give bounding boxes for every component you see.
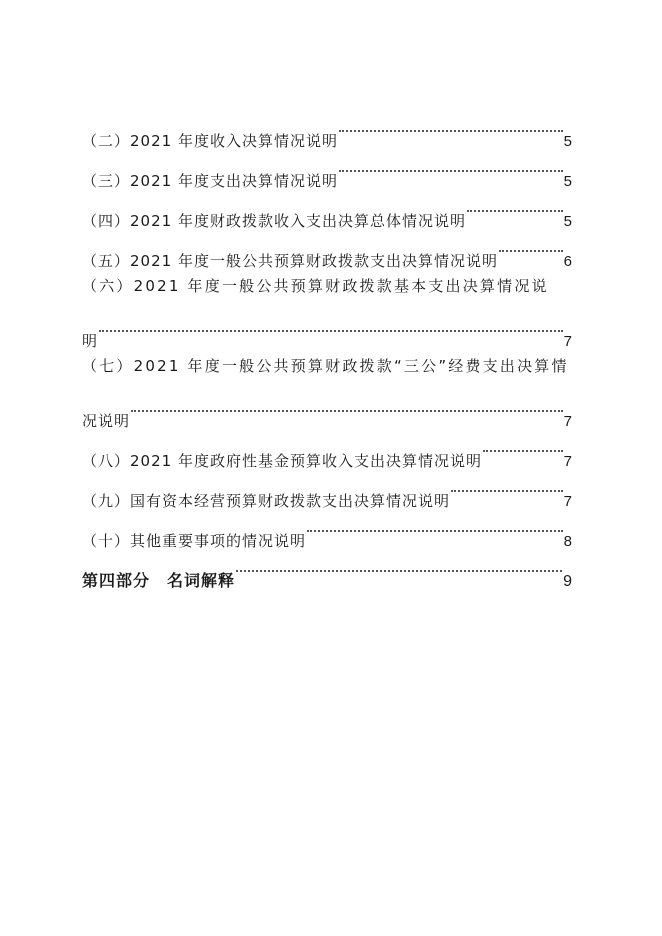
toc-entry[interactable] — [82, 426, 572, 470]
toc-entry-label: （五）2021 年度一般公共预算财政拨款支出决算情况说明 — [82, 252, 498, 270]
dot-leader — [483, 426, 563, 466]
dot-leader — [307, 506, 563, 546]
toc-entry-label: （八）2021 年度政府性基金预算收入支出决算情况说明 — [82, 452, 482, 470]
toc-entry-wrapped-line2[interactable] — [82, 386, 572, 430]
toc-entry-label: （三）2021 年度支出决算情况说明 — [82, 172, 338, 190]
dot-leader — [467, 186, 563, 226]
toc-entry-wrapped-line1[interactable] — [82, 266, 572, 306]
toc-entry-label: （十）其他重要事项的情况说明 — [82, 532, 307, 550]
dot-leader — [339, 106, 563, 146]
toc-page-number: 7 — [563, 413, 572, 430]
toc-entry-label: （四）2021 年度财政拨款收入支出决算总体情况说明 — [82, 212, 466, 230]
toc-page-number: 5 — [563, 133, 572, 150]
toc-entry-label: （七）2021 年度一般公共预算财政拨款“三公”经费支出决算情 — [82, 357, 569, 375]
toc-entry-label: （九）国有资本经营预算财政拨款支出决算情况说明 — [82, 492, 451, 510]
toc-entry-label-continued: 明 — [82, 332, 99, 350]
toc-section-label: 第四部分 名词解释 — [82, 571, 236, 590]
toc-entry-label-continued: 况说明 — [82, 412, 131, 430]
toc-page-number: 9 — [563, 573, 572, 590]
toc-entry-wrapped-line2[interactable] — [82, 306, 572, 350]
toc-page-number: 7 — [563, 453, 572, 470]
toc-page-number: 8 — [563, 533, 572, 550]
toc-entry-wrapped-line1[interactable] — [82, 346, 572, 386]
toc-page-number: 7 — [563, 493, 572, 510]
dot-leader — [499, 226, 563, 266]
toc-page-number: 5 — [563, 173, 572, 190]
toc-entry-label: （六）2021 年度一般公共预算财政拨款基本支出决算情况说 — [82, 277, 549, 295]
toc-page-number: 5 — [563, 213, 572, 230]
dot-leader — [451, 466, 563, 506]
dot-leader — [339, 146, 563, 186]
table-of-contents — [82, 106, 572, 590]
dot-leader — [131, 386, 563, 426]
dot-leader — [236, 546, 562, 586]
toc-entry-label: （二）2021 年度收入决算情况说明 — [82, 132, 338, 150]
toc-page-number: 6 — [563, 253, 572, 270]
dot-leader — [99, 306, 563, 346]
toc-page-number: 7 — [563, 333, 572, 350]
toc-entry[interactable] — [82, 106, 572, 150]
